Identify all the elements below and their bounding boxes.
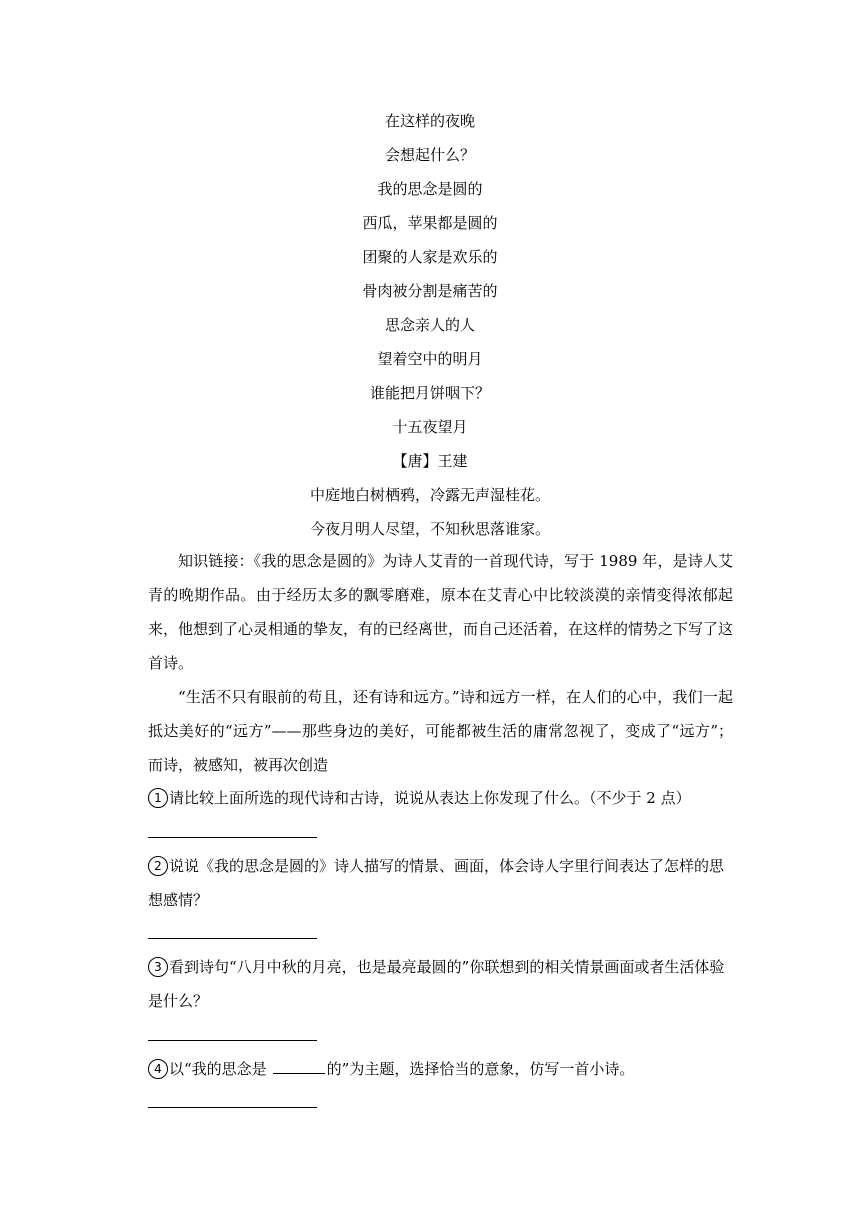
poem-block <box>0 106 860 548</box>
question-4-text-after: 的”为主题，选择恰当的意象，仿写一首小诗。 <box>326 1060 635 1078</box>
poem-line: 思念亲人的人 <box>384 316 475 334</box>
circled-number-1: 1 <box>148 788 168 808</box>
poem-line: 骨肉被分割是痛苦的 <box>362 282 498 300</box>
poem-line: 在这样的夜晚 <box>384 112 475 130</box>
answer-line-2[interactable] <box>148 938 317 939</box>
poem-line: 中庭地白树栖鸦，冷露无声湿桂花。 <box>309 486 550 504</box>
poem-line: 团聚的人家是欢乐的 <box>362 248 498 266</box>
question-2-text: 说说《我的思念是圆的》诗人描写的情景、画面，体会诗人字里行间表达了怎样的思想感情？ <box>148 857 725 909</box>
answer-line-1[interactable] <box>148 837 317 838</box>
poem-line: 会想起什么？ <box>384 146 475 164</box>
quote-paragraph <box>148 680 733 782</box>
question-3-text: 看到诗句“八月中秋的月亮，也是最亮最圆的”你联想到的相关情景画面或者生活体验是什么？ <box>148 958 725 1010</box>
classical-poem-title: 十五夜望月 <box>392 418 468 436</box>
poem-line: 西瓜，苹果都是圆的 <box>362 214 498 232</box>
question-1 <box>148 781 733 815</box>
circled-number-4: 4 <box>148 1059 168 1079</box>
answer-line-3[interactable] <box>148 1040 317 1041</box>
quote-text: “生活不只有眼前的苟且，还有诗和远方。”诗和远方一样，在人们的心中，我们一起抵达美好的“远方”——那些身边的美好，可能都被生活的庸常忽视了，变成了“远方”；而诗，被感知，被再次创造 <box>148 688 733 774</box>
poem-line: 我的思念是圆的 <box>377 180 483 198</box>
question-4 <box>148 1052 733 1086</box>
circled-number-2: 2 <box>148 856 168 876</box>
poem-line: 望着空中的明月 <box>377 350 483 368</box>
question-3 <box>148 950 733 1018</box>
poem-line: 谁能把月饼咽下？ <box>369 384 490 402</box>
question-1-text: 请比较上面所选的现代诗和古诗，说说从表达上你发现了什么。（不少于 2 点） <box>169 789 691 807</box>
answer-line-4[interactable] <box>148 1107 317 1108</box>
question-2 <box>148 849 733 917</box>
knowledge-text: 知识链接：《我的思念是圆的》为诗人艾青的一首现代诗，写于 1989 年，是诗人艾青的晚期作品。由于经历太多的飘零磨难，原本在艾青心中比较淡漠的亲情变得浓郁起来，他想到了心灵相通的挚友，有的已经离世，而自己还活着，在这样的情势之下写了这首诗。 <box>148 552 734 672</box>
question-4-text-before: 以“我的思念是 <box>169 1060 267 1078</box>
circled-number-3: 3 <box>148 957 168 977</box>
knowledge-paragraph <box>148 544 733 680</box>
poem-line: 今夜月明人尽望，不知秋思落谁家。 <box>309 520 550 538</box>
classical-poem-author: 【唐】王建 <box>392 452 468 470</box>
fill-in-blank[interactable] <box>273 1059 325 1074</box>
